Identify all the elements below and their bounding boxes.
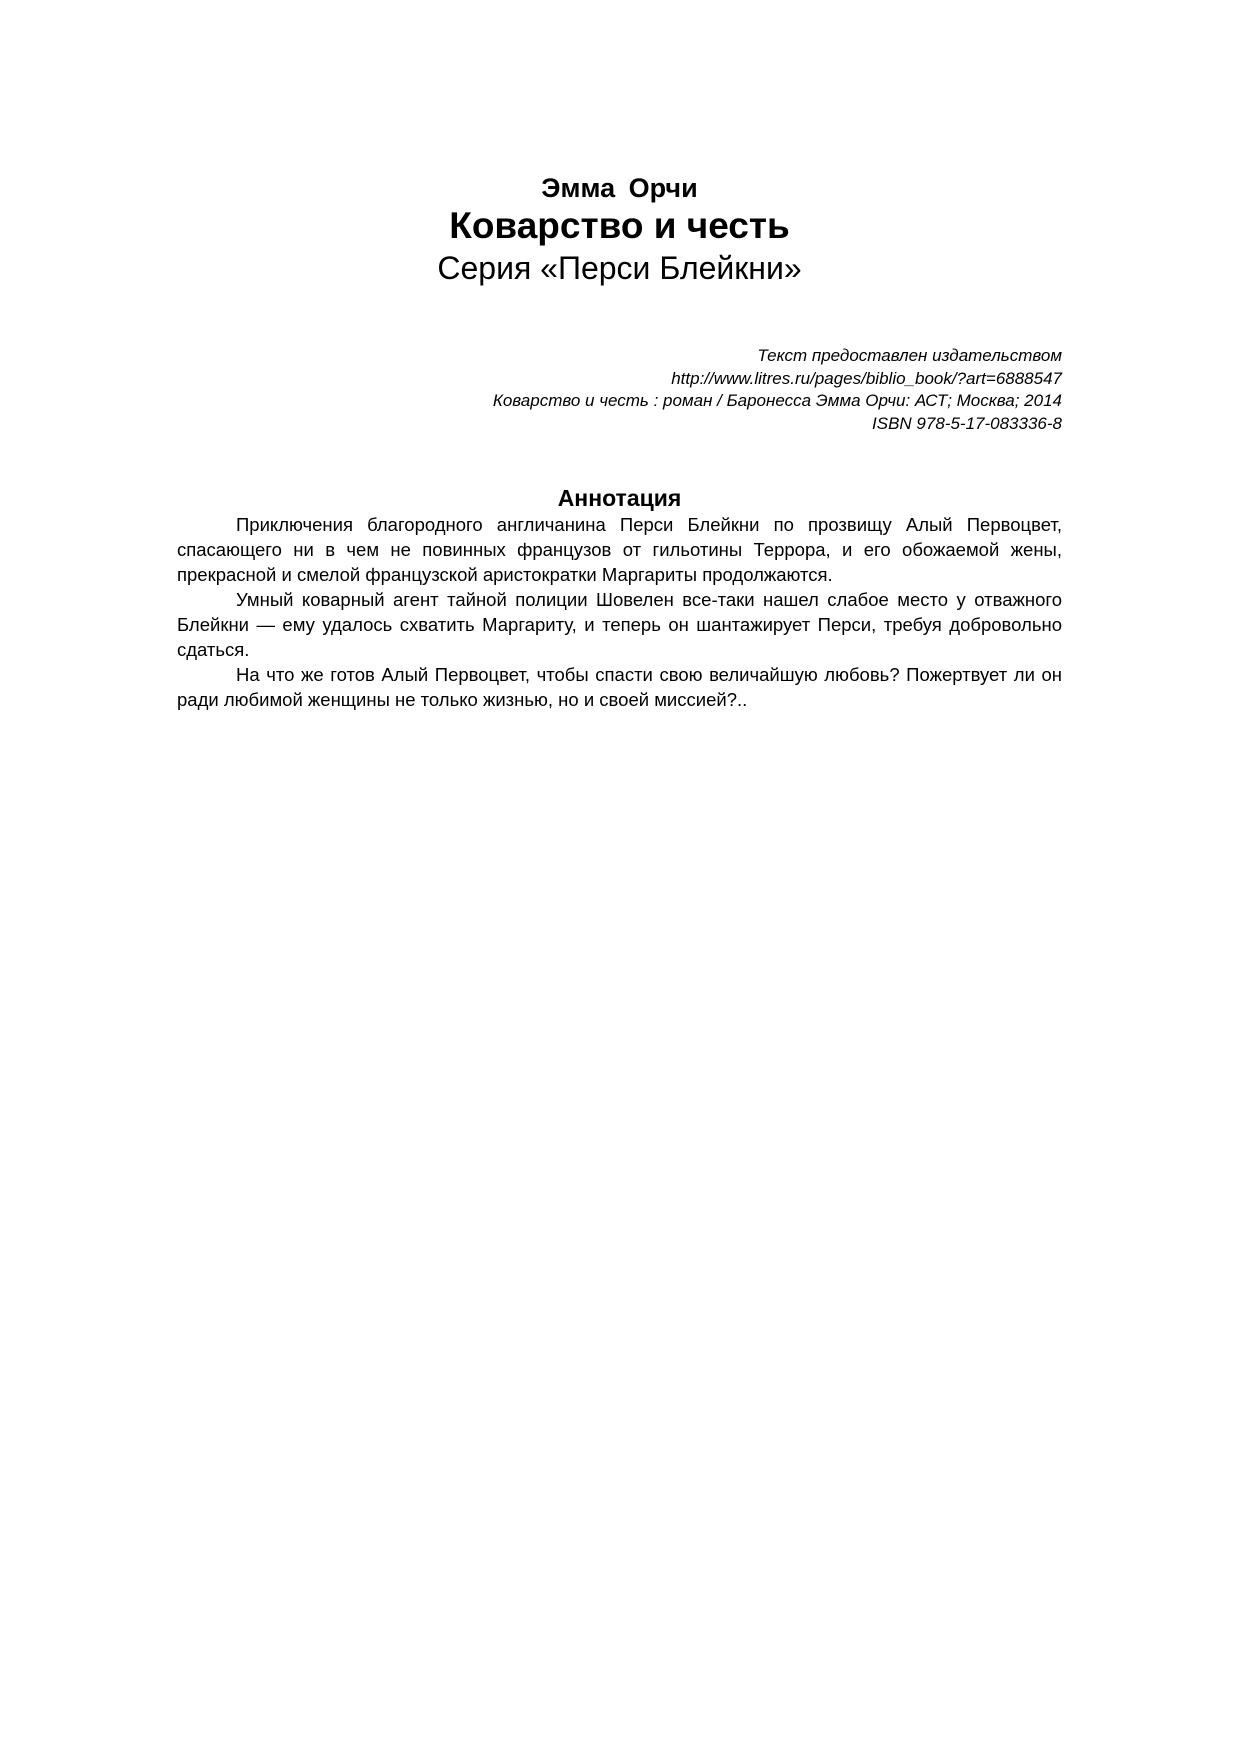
annotation-heading: Аннотация (557, 485, 682, 511)
source-url: http://www.litres.ru/pages/biblio_book/?art=6888547 (671, 368, 1062, 388)
publisher-credit: Текст предоставлен издательством (757, 346, 1062, 365)
book-title: Коварство и честь (449, 205, 790, 246)
annotation-paragraph: На что же готов Алый Первоцвет, чтобы спасти свою величайшую любовь? Пожертвует ли он ради любимой женщины не только жизнью, но и своей миссией?.. (177, 664, 1062, 710)
annotation-section (177, 484, 1062, 712)
isbn: ISBN 978-5-17-083336-8 (872, 413, 1062, 433)
bibliographic-record: Коварство и честь : роман / Баронесса Эмма Орчи: АСТ; Москва; 2014 (492, 391, 1062, 410)
annotation-paragraph: Умный коварный агент тайной полиции Шовелен все-таки нашел слабое место у отважного Блейкни — ему удалось схватить Маргариту, и теперь он шантажирует Перси, требуя добровольно сдаться. (177, 589, 1062, 660)
publisher-info (493, 345, 1062, 435)
annotation-paragraph: Приключения благородного англичанина Перси Блейкни по прозвищу Алый Первоцвет, спасающего ни в чем не повинных французов от гильотины Террора, и его обожаемой жены, прекрасной и смелой французской аристократки Маргариты продолжаются. (177, 514, 1062, 585)
title-block (177, 172, 1062, 288)
author-name: Эмма Орчи (541, 173, 698, 203)
series-name: Серия «Перси Блейкни» (437, 250, 802, 286)
